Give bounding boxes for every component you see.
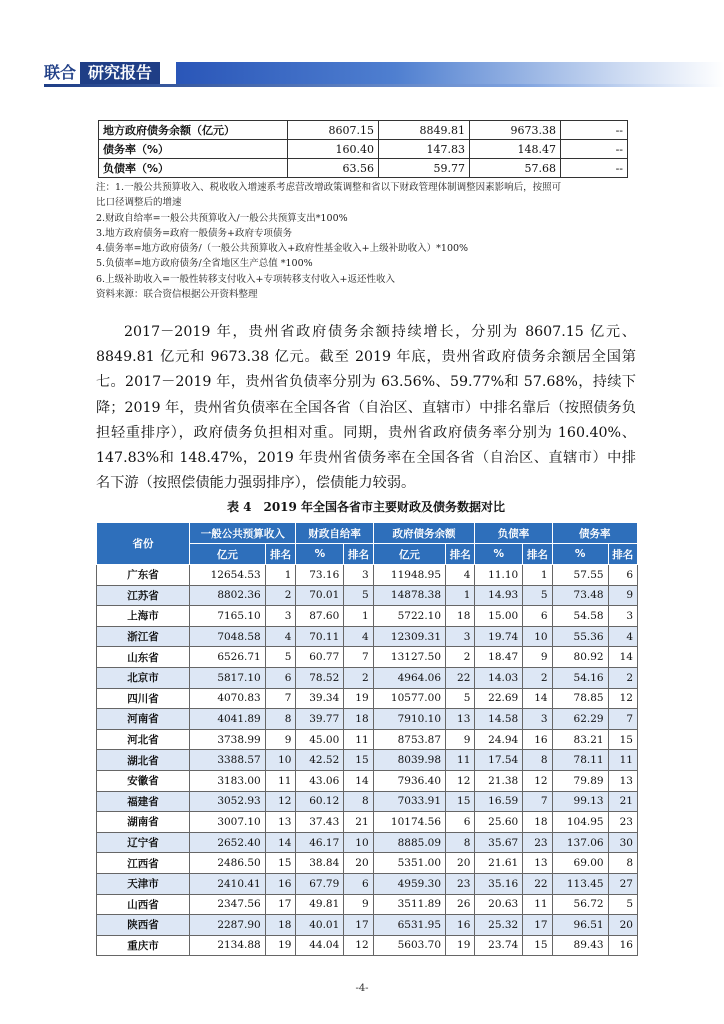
table-cell: 7165.10 (190, 606, 266, 627)
table-cell: 4 (608, 626, 637, 647)
table-cell: 54.16 (552, 667, 608, 688)
table-cell: 5 (265, 647, 296, 668)
table-cell: 8 (265, 709, 296, 730)
table-cell: 14.93 (475, 585, 523, 606)
analysis-paragraph: 2017－2019 年，贵州省政府债务余额持续增长，分别为 8607.15 亿元、8849.81 亿元和 9673.38 亿元。截至 2019 年底，贵州省政府债务余额居全国第七。2017－2019 年，贵州省负债率分别为 63.56%、59.77%和 57.68%，持续下降；2019 年，贵州省负债率在全国各省（自治区、直辖市）中排名靠后（按照债务负担轻重排序），政府债务负担相对重。同期，贵州省政府债务率分别为 160.40%、147.83%和 148.47%，2019 年贵州省债务率在全国各省（自治区、直辖市）中排名下游（按照偿债能力强弱排序），偿债能力较弱。 (96, 324, 636, 492)
table-cell: 8802.36 (190, 585, 266, 606)
table-cell: 67.79 (296, 873, 344, 894)
table-cell: 57.55 (552, 565, 608, 586)
table-cell: 23.74 (475, 935, 523, 956)
table-cell: 3 (265, 606, 296, 627)
table-cell: 18.47 (475, 647, 523, 668)
table-cell: 45.00 (296, 729, 344, 750)
table-cell: 3738.99 (190, 729, 266, 750)
table-cell: 14 (265, 832, 296, 853)
table-cell: 15 (608, 729, 637, 750)
table-cell: 19 (446, 935, 475, 956)
note-line: 注：1.一般公共预算收入、税收收入增速系考虑营改增政策调整和省以下财政管理体制调整因素影响后，按照可 (96, 182, 562, 193)
table-cell: 21 (344, 812, 373, 833)
summary-cell-v2017: 63.56 (288, 159, 379, 178)
table-cell: 3 (446, 626, 475, 647)
table-cell: 137.06 (552, 832, 608, 853)
table-cell: 4 (265, 626, 296, 647)
province-name: 广东省 (97, 565, 190, 586)
summary-cell-label: 债务率（%） (99, 140, 288, 159)
province-comparison-table (96, 522, 638, 956)
table-cell: 7 (523, 791, 552, 812)
header-group: 一般公共预算收入 (190, 523, 296, 544)
table-row (97, 853, 638, 874)
table-cell: 40.01 (296, 915, 344, 936)
province-name: 浙江省 (97, 626, 190, 647)
table-cell: 10 (265, 750, 296, 771)
table-cell: 17 (523, 915, 552, 936)
province-name: 河北省 (97, 729, 190, 750)
table-cell: 1 (265, 565, 296, 586)
table-cell: 39.77 (296, 709, 344, 730)
table-cell: 12 (608, 688, 637, 709)
table-cell: 6 (265, 667, 296, 688)
table-cell: 96.51 (552, 915, 608, 936)
table-cell: 42.52 (296, 750, 344, 771)
table-cell: 70.01 (296, 585, 344, 606)
table-cell: 113.45 (552, 873, 608, 894)
table-cell: 4 (446, 565, 475, 586)
table-cell: 6 (523, 606, 552, 627)
table-cell: 23 (446, 873, 475, 894)
table-cell: 8 (523, 750, 552, 771)
header-sub: 排名 (523, 544, 552, 565)
table-row (97, 894, 638, 915)
table-cell: 104.95 (552, 812, 608, 833)
table-cell: 22 (446, 667, 475, 688)
page-number: -4- (355, 983, 369, 994)
table-row (97, 935, 638, 956)
table-cell: 14.58 (475, 709, 523, 730)
table-cell: 20 (344, 853, 373, 874)
table-cell: 15 (344, 750, 373, 771)
header-group: 负债率 (475, 523, 552, 544)
note-line: 5.负债率=地方政府债务/全省地区生产总值 *100% (96, 258, 313, 270)
table-caption: 表 4 2019 年全国各省市主要财政及债务数据对比 (226, 500, 506, 514)
table-cell: 5817.10 (190, 667, 266, 688)
table-cell: 11 (523, 894, 552, 915)
table-cell: 12 (265, 791, 296, 812)
brand-name: 联合 (44, 63, 77, 82)
table-cell: 15 (446, 791, 475, 812)
summary-cell-last: -- (561, 121, 628, 140)
table-cell: 22 (523, 873, 552, 894)
table-cell: 7 (608, 709, 637, 730)
table-cell: 19 (265, 935, 296, 956)
table-cell: 5 (446, 688, 475, 709)
summary-cell-v2019: 148.47 (470, 140, 561, 159)
table-cell: 14 (608, 647, 637, 668)
table-cell: 4041.89 (190, 709, 266, 730)
table-cell: 4070.83 (190, 688, 266, 709)
table-cell: 9 (265, 729, 296, 750)
debt-summary-table (98, 120, 628, 178)
header-group: 财政自给率 (296, 523, 373, 544)
table-cell: 16 (265, 873, 296, 894)
table-cell: 62.29 (552, 709, 608, 730)
table-cell: 54.58 (552, 606, 608, 627)
table-cell: 6 (608, 565, 637, 586)
table-cell: 2347.56 (190, 894, 266, 915)
table-cell: 4959.30 (373, 873, 445, 894)
table-cell: 19 (344, 688, 373, 709)
header-sub: 排名 (446, 544, 475, 565)
table-cell: 23 (523, 832, 552, 853)
table-cell: 3183.00 (190, 770, 266, 791)
table-cell: 20 (446, 853, 475, 874)
table-cell: 78.52 (296, 667, 344, 688)
table-cell: 5 (344, 585, 373, 606)
table-cell: 12 (344, 935, 373, 956)
table-cell: 80.92 (552, 647, 608, 668)
summary-cell-label: 地方政府债务余额（亿元） (99, 121, 288, 140)
table-cell: 10577.00 (373, 688, 445, 709)
table-cell: 30 (608, 832, 637, 853)
table-cell: 14 (344, 770, 373, 791)
table-cell: 18 (446, 606, 475, 627)
table-cell: 10 (344, 832, 373, 853)
table-cell: 7033.91 (373, 791, 445, 812)
report-header (0, 62, 724, 84)
table-row (97, 915, 638, 936)
table-cell: 12309.31 (373, 626, 445, 647)
header-underline (44, 84, 724, 87)
table-cell: 18 (523, 812, 552, 833)
table-cell: 4964.06 (373, 667, 445, 688)
province-name: 安徽省 (97, 770, 190, 791)
table-cell: 1 (344, 606, 373, 627)
table-cell: 8 (344, 791, 373, 812)
table-cell: 2287.90 (190, 915, 266, 936)
table-cell: 69.00 (552, 853, 608, 874)
table-cell: 5 (523, 585, 552, 606)
table-cell: 16.59 (475, 791, 523, 812)
table-cell: 6531.95 (373, 915, 445, 936)
table-cell: 46.17 (296, 832, 344, 853)
table-cell: 7 (265, 688, 296, 709)
province-name: 四川省 (97, 688, 190, 709)
table-cell: 70.11 (296, 626, 344, 647)
table-cell: 99.13 (552, 791, 608, 812)
table-cell: 2486.50 (190, 853, 266, 874)
table-cell: 3388.57 (190, 750, 266, 771)
table-cell: 56.72 (552, 894, 608, 915)
summary-row (99, 159, 628, 178)
table-row (97, 565, 638, 586)
table-cell: 37.43 (296, 812, 344, 833)
table-cell: 83.21 (552, 729, 608, 750)
table-cell: 73.16 (296, 565, 344, 586)
table-row (97, 647, 638, 668)
table-cell: 14878.38 (373, 585, 445, 606)
table-cell: 9 (344, 894, 373, 915)
table-cell: 49.81 (296, 894, 344, 915)
table-cell: 24.94 (475, 729, 523, 750)
table-cell: 12 (446, 770, 475, 791)
table-cell: 60.12 (296, 791, 344, 812)
province-name: 河南省 (97, 709, 190, 730)
table-cell: 11 (608, 750, 637, 771)
province-name: 重庆市 (97, 935, 190, 956)
header-group: 债务率 (552, 523, 637, 544)
table-cell: 17 (265, 894, 296, 915)
table-cell: 18 (265, 915, 296, 936)
table-row (97, 709, 638, 730)
table-row (97, 585, 638, 606)
header-sub: % (552, 544, 608, 565)
table-cell: 16 (608, 935, 637, 956)
table-cell: 20.63 (475, 894, 523, 915)
table-cell: 5603.70 (373, 935, 445, 956)
table-cell: 13 (265, 812, 296, 833)
table-cell: 1 (523, 565, 552, 586)
table-cell: 2 (523, 667, 552, 688)
table-cell: 11 (446, 750, 475, 771)
province-name: 江西省 (97, 853, 190, 874)
table-cell: 2 (265, 585, 296, 606)
summary-row (99, 140, 628, 159)
table-cell: 15 (265, 853, 296, 874)
table-cell: 89.43 (552, 935, 608, 956)
note-line: 资料来源：联合资信根据公开资料整理 (96, 289, 258, 301)
province-name: 辽宁省 (97, 832, 190, 853)
table-cell: 15 (523, 935, 552, 956)
table-cell: 20 (608, 915, 637, 936)
table-cell: 13127.50 (373, 647, 445, 668)
table-cell: 79.89 (552, 770, 608, 791)
province-name: 湖南省 (97, 812, 190, 833)
table-cell: 7 (344, 647, 373, 668)
table-row (97, 626, 638, 647)
table-cell: 3 (523, 709, 552, 730)
table-cell: 8885.09 (373, 832, 445, 853)
table-cell: 55.36 (552, 626, 608, 647)
summary-row (99, 121, 628, 140)
note-line: 比口径调整后的增速 (96, 197, 182, 209)
table-cell: 73.48 (552, 585, 608, 606)
table-row (97, 750, 638, 771)
province-name: 北京市 (97, 667, 190, 688)
note-line: 6.上级补助收入=一般性转移支付收入+专项转移支付收入+返还性收入 (96, 273, 395, 285)
note-line: 2.财政自给率=一般公共预算收入/一般公共预算支出*100% (96, 212, 348, 224)
table-row (97, 832, 638, 853)
table-cell: 7048.58 (190, 626, 266, 647)
table-cell: 8 (608, 853, 637, 874)
table-cell: 2410.41 (190, 873, 266, 894)
summary-cell-v2018: 147.83 (379, 140, 470, 159)
table-cell: 78.11 (552, 750, 608, 771)
table-cell: 13 (523, 853, 552, 874)
table-cell: 16 (523, 729, 552, 750)
table-row (97, 729, 638, 750)
note-line: 3.地方政府债务=政府一般债务+政府专项债务 (96, 227, 292, 239)
province-name: 陕西省 (97, 915, 190, 936)
table-cell: 14 (523, 688, 552, 709)
table-cell: 44.04 (296, 935, 344, 956)
table-cell: 12 (523, 770, 552, 791)
table-cell: 3052.93 (190, 791, 266, 812)
table-cell: 5722.10 (373, 606, 445, 627)
summary-cell-last: -- (561, 159, 628, 178)
province-name: 湖北省 (97, 750, 190, 771)
table-cell: 13 (446, 709, 475, 730)
header-sub: 排名 (344, 544, 373, 565)
province-name: 山东省 (97, 647, 190, 668)
table-cell: 17 (344, 915, 373, 936)
table-cell: 43.06 (296, 770, 344, 791)
province-name: 山西省 (97, 894, 190, 915)
header-province: 省份 (97, 523, 190, 565)
header-group: 政府债务余额 (373, 523, 475, 544)
table-cell: 39.34 (296, 688, 344, 709)
table-cell: 11 (265, 770, 296, 791)
table-cell: 3 (608, 606, 637, 627)
table-cell: 23 (608, 812, 637, 833)
table-cell: 8039.98 (373, 750, 445, 771)
table-cell: 35.67 (475, 832, 523, 853)
table-cell: 12654.53 (190, 565, 266, 586)
table-cell: 10 (523, 626, 552, 647)
table-cell: 87.60 (296, 606, 344, 627)
table-cell: 60.77 (296, 647, 344, 668)
table-cell: 9 (523, 647, 552, 668)
table-row (97, 770, 638, 791)
table-cell: 11.10 (475, 565, 523, 586)
province-name: 上海市 (97, 606, 190, 627)
table-cell: 18 (344, 709, 373, 730)
summary-cell-label: 负债率（%） (99, 159, 288, 178)
note-line: 4.债务率=地方政府债务/（一般公共预算收入+政府性基金收入+上级补助收入）*100% (96, 243, 469, 255)
table-cell: 2134.88 (190, 935, 266, 956)
table-row (97, 606, 638, 627)
province-name: 福建省 (97, 791, 190, 812)
table-cell: 19.74 (475, 626, 523, 647)
province-name: 天津市 (97, 873, 190, 894)
table-cell: 26 (446, 894, 475, 915)
province-name: 江苏省 (97, 585, 190, 606)
table-cell: 10174.56 (373, 812, 445, 833)
header-sub: % (296, 544, 344, 565)
table-cell: 14.03 (475, 667, 523, 688)
table-cell: 21.61 (475, 853, 523, 874)
table-cell: 16 (446, 915, 475, 936)
summary-cell-v2019: 57.68 (470, 159, 561, 178)
table-cell: 15.00 (475, 606, 523, 627)
table-cell: 25.32 (475, 915, 523, 936)
table-cell: 9 (608, 585, 637, 606)
brand-subtitle: 研究报告 (80, 62, 160, 84)
header-sub: 排名 (608, 544, 637, 565)
table-cell: 11948.95 (373, 565, 445, 586)
header-sub: 亿元 (373, 544, 445, 565)
table-row (97, 667, 638, 688)
table-cell: 9 (446, 729, 475, 750)
table-cell: 3511.89 (373, 894, 445, 915)
table-row (97, 873, 638, 894)
table-cell: 6 (344, 873, 373, 894)
table-cell: 78.85 (552, 688, 608, 709)
table-cell: 6526.71 (190, 647, 266, 668)
table-cell: 21.38 (475, 770, 523, 791)
table-cell: 21 (608, 791, 637, 812)
table-cell: 1 (446, 585, 475, 606)
table-cell: 2 (608, 667, 637, 688)
table-cell: 38.84 (296, 853, 344, 874)
table-row (97, 812, 638, 833)
header-sub: 排名 (265, 544, 296, 565)
summary-cell-v2019: 9673.38 (470, 121, 561, 140)
table-cell: 6 (446, 812, 475, 833)
table-cell: 25.60 (475, 812, 523, 833)
table-cell: 2 (344, 667, 373, 688)
table-row (97, 791, 638, 812)
table-cell: 7910.10 (373, 709, 445, 730)
summary-cell-v2017: 8607.15 (288, 121, 379, 140)
table-row (97, 688, 638, 709)
table-cell: 27 (608, 873, 637, 894)
table-cell: 5351.00 (373, 853, 445, 874)
table-cell: 35.16 (475, 873, 523, 894)
table-cell: 17.54 (475, 750, 523, 771)
summary-cell-last: -- (561, 140, 628, 159)
table-cell: 8753.87 (373, 729, 445, 750)
summary-cell-v2018: 8849.81 (379, 121, 470, 140)
table-cell: 3 (344, 565, 373, 586)
table-cell: 5 (608, 894, 637, 915)
header-gradient-bar (176, 62, 724, 84)
table-cell: 13 (608, 770, 637, 791)
table-cell: 22.69 (475, 688, 523, 709)
header-sub: % (475, 544, 523, 565)
header-sub: 亿元 (190, 544, 266, 565)
table-cell: 4 (344, 626, 373, 647)
table-notes (96, 180, 636, 302)
summary-cell-v2017: 160.40 (288, 140, 379, 159)
table-cell: 2 (446, 647, 475, 668)
table-cell: 11 (344, 729, 373, 750)
table-cell: 7936.40 (373, 770, 445, 791)
summary-cell-v2018: 59.77 (379, 159, 470, 178)
table-cell: 8 (446, 832, 475, 853)
table-cell: 2652.40 (190, 832, 266, 853)
table-cell: 3007.10 (190, 812, 266, 833)
